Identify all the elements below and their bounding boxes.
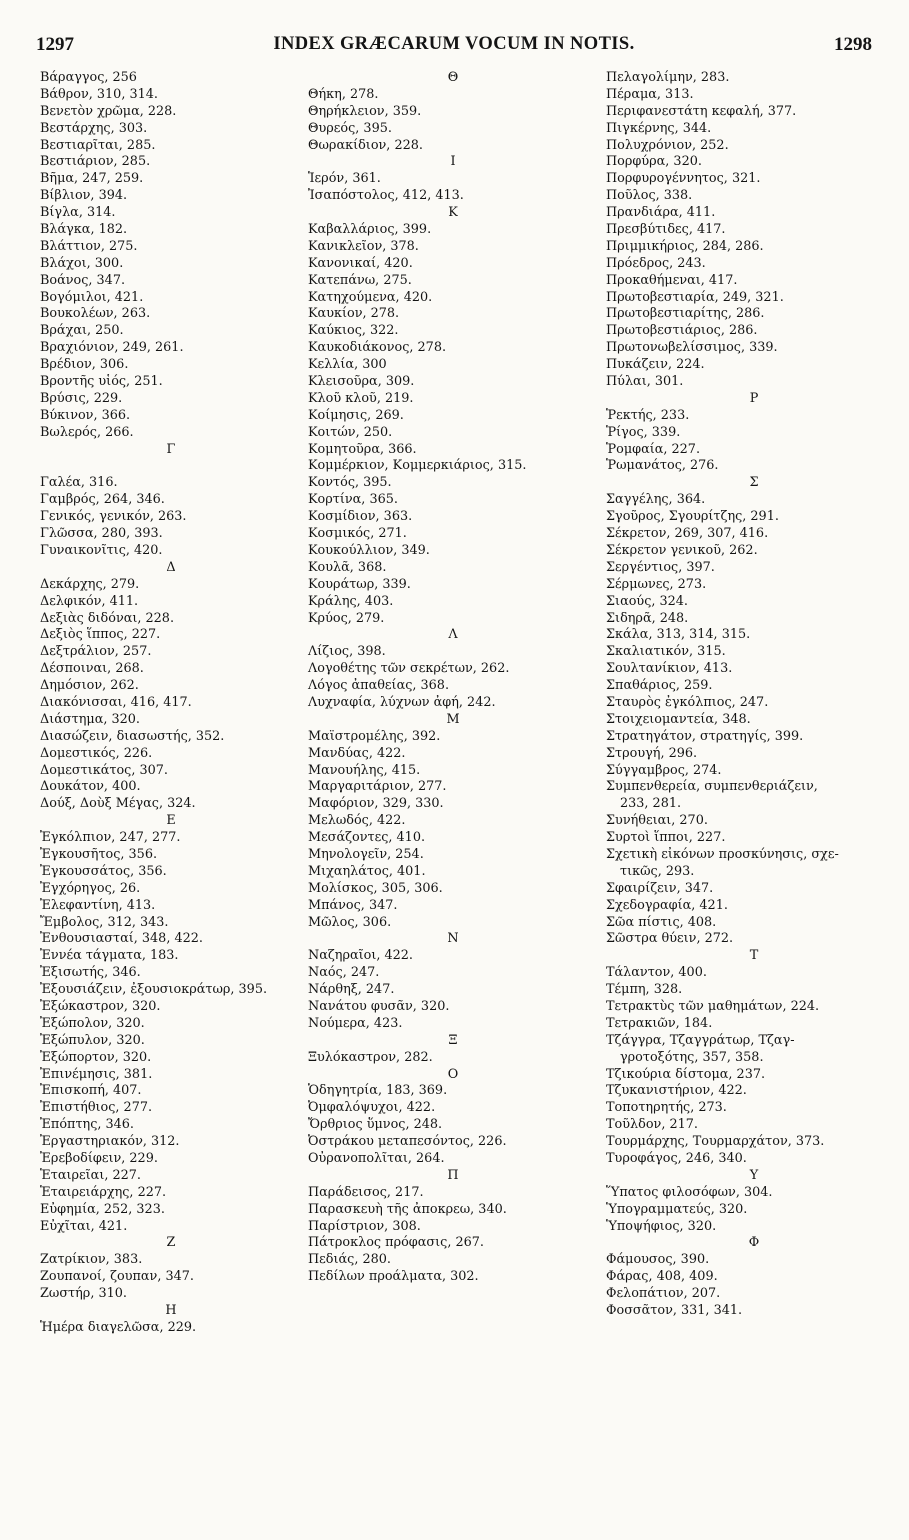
index-entry: Νούμερα, 423. (308, 1015, 403, 1031)
index-entry: Σιδηρᾶ, 248. (606, 610, 689, 626)
index-entry: Γυναικονῖτις, 420. (40, 542, 163, 558)
index-entry: Βράχαι, 250. (40, 323, 124, 339)
index-entry: Μπάνος, 347. (308, 897, 398, 913)
index-entry: Πολυχρόνιον, 252. (606, 137, 729, 153)
index-entry: Βάθρον, 310, 314. (40, 86, 158, 102)
index-entry: Ἡμέρα διαγελῶσα, 229. (40, 1319, 197, 1335)
index-entry: Κράλης, 403. (308, 593, 394, 609)
index-entry: Μαϊστρομέλης, 392. (308, 728, 441, 744)
index-entry: Οὐρανοπολῖται, 264. (308, 1151, 445, 1166)
index-entry: Γλῶσσα, 280, 393. (40, 526, 163, 542)
index-entry: Δεξτράλιον, 257. (40, 644, 152, 660)
index-entry: Εὐχῖται, 421. (40, 1218, 128, 1234)
index-entry: Κλοῦ κλοῦ, 219. (308, 390, 414, 406)
section-letter: Φ (748, 1235, 760, 1251)
index-entry: Κλεισοῦρα, 309. (308, 374, 415, 390)
index-entry: Σέρμωνες, 273. (606, 576, 707, 592)
section-letter: Η (165, 1303, 177, 1319)
index-entry: Κοσμικός, 271. (308, 526, 407, 542)
index-entry: Δεξιὰς διδόναι, 228. (40, 610, 175, 626)
index-entry: Φοσσᾶτον, 331, 341. (606, 1303, 743, 1319)
index-entry: Συμπενθερεία, συμπενθεριάζειν, (606, 779, 818, 795)
index-entry: Πρόεδρος, 243. (606, 255, 706, 271)
index-column-3 (606, 70, 902, 1320)
index-entry: Ξυλόκαστρον, 282. (308, 1049, 433, 1065)
index-entry-continuation: τικῶς, 293. (620, 863, 695, 879)
index-entry: Βίβλιον, 394. (40, 188, 128, 204)
index-entry: Δελφικόν, 411. (40, 593, 139, 609)
index-entry: Πυκάζειν, 224. (606, 357, 705, 373)
index-entry: Ἰσαπόστολος, 412, 413. (308, 188, 464, 204)
index-entry: Λίζιος, 398. (308, 644, 386, 660)
index-entry: Βουκολέων, 263. (40, 306, 151, 322)
index-entry: Δεξιὸς ἵππος, 227. (40, 627, 161, 643)
index-entry: Περιφανεστάτη κεφαλή, 377. (606, 103, 797, 119)
index-entry: Μιχαηλάτος, 401. (308, 863, 426, 879)
index-entry: Θωρακίδιον, 228. (308, 137, 423, 153)
index-entry: Δομεστικάτος, 307. (40, 762, 168, 778)
index-column-1 (40, 70, 302, 1337)
index-entry: Κομμέρκιον, Κομμερκιάριος, 315. (308, 458, 527, 474)
index-entry: Ἑταιρειάρχης, 227. (40, 1184, 167, 1200)
index-entry: Ἐξώπυλον, 320. (40, 1032, 145, 1048)
index-entry: Κοίμησις, 269. (308, 407, 404, 423)
index-entry: Βλάχοι, 300. (40, 255, 124, 271)
index-entry: Ὑποψήφιος, 320. (606, 1218, 717, 1234)
index-entry: Ἱερόν, 361. (308, 171, 381, 187)
index-entry: Ζουπανοί, ζουπαν, 347. (40, 1269, 194, 1285)
index-entry: Βλάγκα, 182. (40, 222, 128, 238)
index-entry: Σῶα πίστις, 408. (606, 914, 717, 930)
index-entry: Σχεδογραφία, 421. (606, 897, 728, 913)
index-entry: Κοιτών, 250. (308, 424, 393, 440)
index-entry: Ὑπογραμματεύς, 320. (606, 1201, 748, 1217)
index-entry: Παράδεισος, 217. (308, 1184, 424, 1200)
index-entry: Πρανδιάρα, 411. (606, 205, 716, 221)
index-entry: Μῶλος, 306. (308, 914, 392, 930)
index-entry: Στρουγή, 296. (606, 745, 698, 761)
index-entry: Σταυρὸς ἐγκόλπιος, 247. (606, 694, 769, 710)
section-letter: Δ (166, 559, 176, 575)
index-entry: Μελωδός, 422. (308, 813, 406, 829)
index-entry: Μανουήλης, 415. (308, 762, 421, 778)
index-entry: Βίγλα, 314. (40, 205, 116, 221)
index-entry: Κορτίνα, 365. (308, 492, 398, 508)
index-entry: Δομεστικός, 226. (40, 745, 153, 761)
index-entry: Ῥίγος, 339. (606, 424, 681, 440)
index-entry: Ῥωμανάτος, 276. (606, 458, 719, 474)
index-entry: Μεσάζοντες, 410. (308, 830, 426, 846)
index-entry: Βογόμιλοι, 421. (40, 289, 144, 305)
section-letter: Π (447, 1167, 459, 1183)
index-entry: Ὄρθριος ὕμνος, 248. (308, 1117, 443, 1133)
index-entry: Ἑταιρεῖαι, 227. (40, 1167, 141, 1183)
index-entry: Ἐξώπορτον, 320. (40, 1049, 152, 1065)
index-entry: Σῶστρα θύειν, 272. (606, 931, 734, 947)
index-entry: Δουκάτον, 400. (40, 779, 141, 795)
index-entry: Σύγγαμβρος, 274. (606, 762, 722, 778)
index-entry: Λογοθέτης τῶν σεκρέτων, 262. (308, 661, 510, 677)
index-entry: Τετρακιῶν, 184. (606, 1015, 713, 1031)
index-entry: Βρύσις, 229. (40, 390, 123, 406)
index-entry: Ἐξουσιάζειν, ἐξουσιοκράτωρ, 395. (40, 982, 268, 998)
index-entry: Κανονικαί, 420. (308, 255, 413, 271)
index-entry: Γενικός, γενικόν, 263. (40, 509, 187, 525)
index-entry: Στοιχειομαντεία, 348. (606, 711, 751, 727)
index-entry: Πριμμικήριος, 284, 286. (606, 238, 764, 254)
section-letter: Ο (447, 1066, 459, 1082)
index-entry: Φάμουσος, 390. (606, 1252, 710, 1268)
index-entry: Τουρμάρχης, Τουρμαρχάτον, 373. (606, 1134, 825, 1150)
index-entry: Ὀμφαλόψυχοι, 422. (308, 1100, 436, 1116)
index-entry: Σέκρετον γενικοῦ, 262. (606, 542, 758, 558)
index-entry: Διακόνισσαι, 416, 417. (40, 694, 192, 710)
index-entry: Γαμβρός, 264, 346. (40, 492, 165, 508)
index-entry: Παρίστριον, 308. (308, 1218, 421, 1234)
index-entry: Πεδίλων προάλματα, 302. (308, 1269, 479, 1285)
index-entry: Διάστημα, 320. (40, 711, 140, 727)
index-entry: Νάρθηξ, 247. (308, 982, 395, 998)
section-letter: Υ (749, 1167, 759, 1183)
index-entry: Ἐνθουσιασταί, 348, 422. (40, 931, 203, 947)
index-entry: Ἐπινέμησις, 381. (40, 1066, 153, 1082)
section-letter: Ι (450, 154, 456, 170)
index-entry: Ἐργαστηριακόν, 312. (40, 1134, 180, 1150)
section-letter: Κ (448, 205, 458, 221)
index-entry: Τζυκανιστήριον, 422. (606, 1083, 747, 1099)
index-entry: Βοάνος, 347. (40, 272, 126, 288)
section-letter: Τ (749, 948, 759, 964)
index-entry: Φελοπάτιον, 207. (606, 1286, 721, 1302)
index-entry: Ναός, 247. (308, 965, 380, 981)
index-entry: Πιγκέρνης, 344. (606, 120, 712, 136)
index-entry: Μαργαριτάριον, 277. (308, 779, 447, 795)
index-entry: Ἐπισκοπή, 407. (40, 1083, 142, 1099)
index-entry: Μαφόριον, 329, 330. (308, 796, 444, 812)
index-entry: Βεστιαρῖται, 285. (40, 137, 156, 153)
index-entry: Σκάλα, 313, 314, 315. (606, 627, 751, 643)
index-entry: Τοποτηρητής, 273. (606, 1100, 727, 1116)
index-entry: Σγοῦρος, Σγουρίτζης, 291. (606, 509, 779, 525)
index-entry: Κουράτωρ, 339. (308, 576, 411, 592)
index-entry: Σουλτανίκιον, 413. (606, 661, 733, 677)
index-entry: Συνήθειαι, 270. (606, 813, 708, 829)
index-entry: Κελλία, 300 (308, 357, 387, 373)
index-entry: Θυρεός, 395. (308, 120, 392, 136)
section-letter: Ε (166, 813, 176, 829)
index-entry: Πεδιάς, 280. (308, 1252, 391, 1268)
index-entry-continuation: γροτοξότης, 357, 358. (620, 1049, 764, 1065)
index-entry: Τάλαντον, 400. (606, 965, 707, 981)
index-entry: Σέκρετον, 269, 307, 416. (606, 526, 769, 542)
section-letter: Ρ (749, 390, 759, 406)
section-letter: Γ (166, 441, 176, 457)
index-entry: Τέμπη, 328. (606, 982, 683, 998)
index-entry: Ἐξώπολον, 320. (40, 1015, 145, 1031)
index-entry: Ῥεκτής, 233. (606, 407, 690, 423)
index-entry: Λυχναφία, λύχνων ἀφή, 242. (308, 694, 496, 710)
index-entry: Θηρήκλειον, 359. (308, 103, 422, 119)
section-letter: Μ (446, 711, 460, 727)
index-entry: Σχετικὴ εἰκόνων προσκύνησις, σχε- (606, 846, 839, 862)
index-entry: Λόγος ἀπαθείας, 368. (308, 678, 450, 694)
index-entry: Ἐξώκαστρον, 320. (40, 998, 161, 1014)
section-letter: Λ (448, 627, 458, 643)
index-entry: Σαγγέλης, 364. (606, 492, 706, 508)
index-entry: Βωλερός, 266. (40, 424, 134, 440)
index-entry: Ἐπόπτης, 346. (40, 1117, 134, 1133)
index-entry: Τετρακτὺς τῶν μαθημάτων, 224. (606, 998, 820, 1014)
index-entry: Πέραμα, 313. (606, 86, 694, 102)
index-entry: Κουλᾶ, 368. (308, 559, 387, 575)
index-entry: Κοντός, 395. (308, 475, 392, 491)
index-entry: Πύλαι, 301. (606, 374, 684, 390)
index-entry: Κρύος, 279. (308, 610, 385, 626)
index-entry: Βλάττιον, 275. (40, 238, 138, 254)
index-entry: Καύκιος, 322. (308, 323, 399, 339)
index-entry: Πάτροκλος πρόφασις, 267. (308, 1235, 484, 1251)
index-entry: Ναζηραῖοι, 422. (308, 948, 413, 964)
index-entry: Δεκάρχης, 279. (40, 576, 140, 592)
index-entry: Ὁδηγητρία, 183, 369. (308, 1083, 448, 1099)
index-entry: Πρωτοβεστιαρίτης, 286. (606, 306, 765, 322)
index-entry: Βάραγγος, 256 (40, 70, 137, 85)
index-entry: Πρεσβύτιδες, 417. (606, 222, 726, 238)
index-entry: Βροντῆς υἱός, 251. (40, 374, 163, 390)
index-entry: Εὐφημία, 252, 323. (40, 1201, 165, 1217)
index-entry: Ἔμβολος, 312, 343. (40, 914, 169, 930)
index-entry: Κατεπάνω, 275. (308, 272, 412, 288)
index-entry: Διασώζειν, διασωστής, 352. (40, 728, 225, 744)
index-entry: Φάρας, 408, 409. (606, 1269, 718, 1285)
index-entry: Πρωτονωβελίσσιμος, 339. (606, 340, 778, 356)
index-entry: Κανικλεῖον, 378. (308, 238, 419, 254)
index-entry: Προκαθήμεναι, 417. (606, 272, 738, 288)
index-entry: Βραχιόνιον, 249, 261. (40, 340, 184, 356)
index-entry: Ζωστήρ, 310. (40, 1286, 127, 1302)
index-entry: Βενετὸν χρῶμα, 228. (40, 103, 177, 119)
index-entry: Ἐξισωτής, 346. (40, 965, 141, 981)
index-entry: Ὕπατος φιλοσόφων, 304. (606, 1184, 773, 1200)
index-entry: Δούξ, Δοὺξ Μέγας, 324. (40, 796, 196, 812)
index-entry: Βῆμα, 247, 259. (40, 171, 144, 187)
index-entry: Κομητοῦρα, 366. (308, 441, 417, 457)
index-column-2 (308, 70, 598, 1286)
index-entry: Ἐγκουσῆτος, 356. (40, 846, 158, 862)
section-letter: Ζ (166, 1235, 176, 1251)
section-letter: Ξ (448, 1032, 458, 1048)
index-entry: Τζάγγρα, Τζαγγράτωρ, Τζαγ- (606, 1032, 795, 1048)
index-entry: Θήκη, 278. (308, 86, 379, 102)
index-entry: Ἐγκουσσάτος, 356. (40, 863, 167, 879)
section-letter: Ν (447, 931, 459, 947)
index-entry: Ἐγκόλπιον, 247, 277. (40, 830, 181, 846)
index-entry: Κοσμίδιον, 363. (308, 509, 413, 525)
index-entry: Ποῦλος, 338. (606, 188, 693, 204)
index-entry: Πελαγολίμην, 283. (606, 70, 730, 85)
index-entry: Βεστάρχης, 303. (40, 120, 148, 136)
index-entry: Γαλέα, 316. (40, 475, 118, 491)
page-header (36, 32, 872, 62)
index-entry: Ῥομφαία, 227. (606, 441, 701, 457)
index-entry: Σιαούς, 324. (606, 593, 688, 609)
index-entry: Νανάτου φυσᾶν, 320. (308, 998, 450, 1014)
index-entry: Ἐγχόρηγος, 26. (40, 880, 141, 896)
index-entry: Βεστιάριον, 285. (40, 154, 151, 170)
spacer (40, 458, 302, 475)
index-entry: Σφαιρίζειν, 347. (606, 880, 714, 896)
index-entry: Δέσποιναι, 268. (40, 661, 144, 677)
index-entry: Παρασκευὴ τῆς ἀποκρεω, 340. (308, 1201, 507, 1217)
index-entry: Τυροφάγος, 246, 340. (606, 1151, 747, 1166)
index-entry: Σεργέντιος, 397. (606, 559, 715, 575)
running-title: INDEX GRÆCARUM VOCUM IN NOTIS. (273, 34, 635, 54)
index-entry: Ἐλεφαντίνη, 413. (40, 897, 156, 913)
index-entry: Συρτοὶ ἵπποι, 227. (606, 830, 726, 846)
index-entry: Ἐννέα τάγματα, 183. (40, 948, 179, 964)
index-entry: Καυκίον, 278. (308, 306, 400, 322)
index-entry: Μολίσκος, 305, 306. (308, 880, 443, 896)
index-entry: Σκαλιατικόν, 315. (606, 644, 726, 660)
index-entry: Κουκούλλιον, 349. (308, 542, 430, 558)
index-entry: Πρωτοβεστιάριος, 286. (606, 323, 758, 339)
index-entry: Τζικούρια δίστομα, 237. (606, 1066, 766, 1082)
index-entry: Μανδύας, 422. (308, 745, 406, 761)
section-letter: Θ (447, 70, 459, 85)
index-entry: Καυκοδιάκονος, 278. (308, 340, 447, 356)
index-entry: Ζατρίκιον, 383. (40, 1252, 143, 1268)
index-entry: Πρωτοβεστιαρία, 249, 321. (606, 289, 784, 305)
index-entry: Πορφύρα, 320. (606, 154, 702, 170)
index-entry: Ἐπιστήθιος, 277. (40, 1100, 153, 1116)
index-entry: Τοῦλδον, 217. (606, 1117, 698, 1133)
index-entry: Κατηχούμενα, 420. (308, 289, 433, 305)
index-entry: Δημόσιον, 262. (40, 678, 139, 694)
index-entry: Καβαλλάριος, 399. (308, 222, 432, 238)
index-entry: Πορφυρογέννητος, 321. (606, 171, 761, 187)
index-entry: Μηνολογεῖν, 254. (308, 846, 424, 862)
index-entry: Στρατηγάτον, στρατηγίς, 399. (606, 728, 804, 744)
page-number-left: 1297 (36, 34, 74, 55)
index-entry: Βρέδιον, 306. (40, 357, 129, 373)
index-entry: Σπαθάριος, 259. (606, 678, 713, 694)
index-entry: Βύκινον, 366. (40, 407, 131, 423)
index-entry-continuation: 233, 281. (620, 796, 682, 812)
page-number-right: 1298 (834, 34, 872, 55)
index-entry: Ἐρεβοδίφειν, 229. (40, 1151, 158, 1166)
index-entry: Ὀστράκου μεταπεσόντος, 226. (308, 1134, 507, 1150)
section-letter: Σ (749, 475, 759, 491)
